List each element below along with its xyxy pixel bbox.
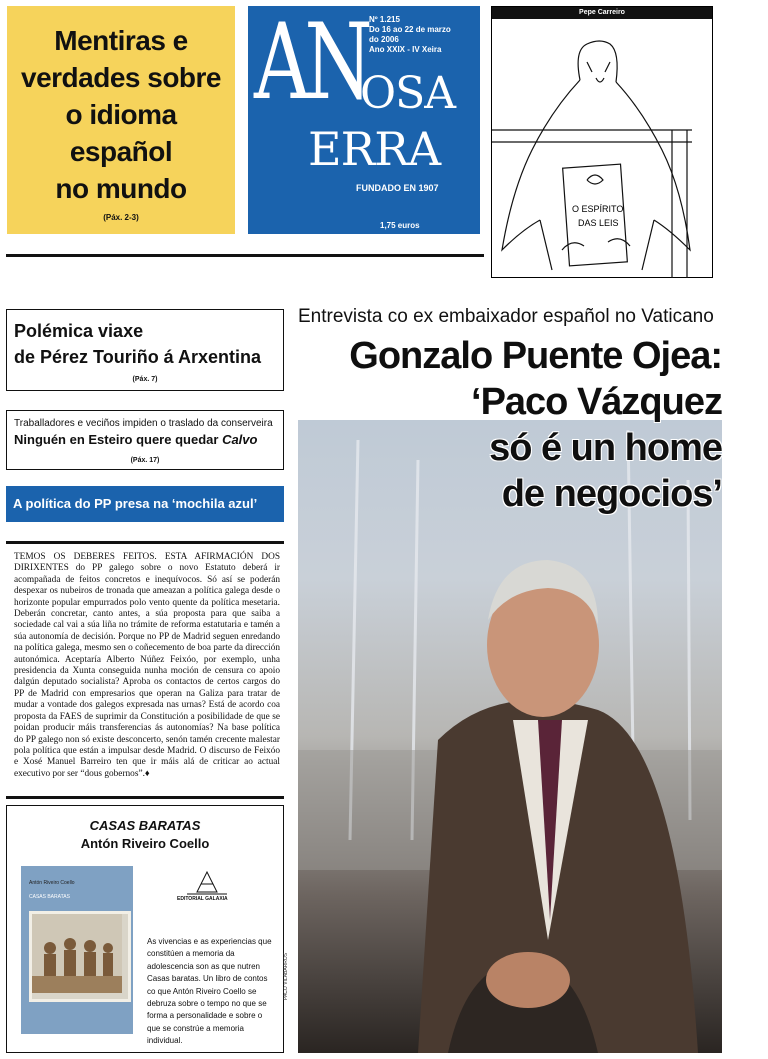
editorial-lead: TEMOS OS DEBERES FEITOS. ESTA AFIRMACIÓN DOS DIRIXENTES: [14, 552, 280, 574]
top-feature-line: o idioma: [65, 99, 177, 130]
publisher-label: EDITORIAL GALAXIA: [177, 896, 228, 902]
esteiro-title-text: Ninguén en Esteiro quere quedar: [14, 432, 219, 447]
cartoon-book-text-1: O ESPÍRITO: [572, 204, 624, 214]
main-headline-line: Gonzalo Puente Ojea:: [349, 335, 722, 377]
logo-terra: ERRA: [308, 122, 441, 176]
price-label: 1,75 euros: [380, 221, 420, 230]
top-feature-box[interactable]: [7, 6, 235, 234]
cartoon-panel: [491, 6, 713, 278]
editorial: [6, 541, 284, 799]
book-cover: [21, 866, 133, 1034]
editorial-body: do PP galego sobre o novo Estatuto deberá ir acompañada de feitos concretos e inequívocos. Só así se poderán despexar os nubeiros de tronada que ameazan a política galega desde o horizonte popular empurrados polo vento quente da política mesetaria. Deberán concretar, canto antes, a súa proposta para que saiba a sociedade cal vai a súa liña no trámite de reforma estatutaria e tamén a súa autonomía de decisión. Porque no PP de Madrid seguen enredando na política galega, mesmo sen o coñecemento de boa parte da dirección autonómica. Aceptaría Alberto Núñez Feixóo, por exemplo, unha presidencia da Xunta conseguida nunha moción de censura co apoio dalgún deputado socialista? Aproba os contactos de certos cargos do PP de Madrid con empresarios que operan na Galiza para tratar de mudar a vontade dos galegos expresada nas urnas? Está de acordo coa proposta da FAES de suprimir da Constitución a posibilidade de que se poidan producir máis transferencias ás autonomías? Na base política do PP galego non só existe desconcerto, senón tamén crecente malestar pola política que están a impulsar desde Madrid. O discurso de Feixóo e Xosé Manuel Barreiro ten que ir máis alá de criticar ao actual executivo por ser “dous gobernos”.♦: [14, 563, 281, 779]
publisher-logo: [177, 868, 255, 908]
galaxia-logo-icon: [177, 868, 237, 896]
book-title: CASAS BARATAS: [89, 818, 201, 833]
viaxe-teaser[interactable]: [6, 309, 284, 391]
esteiro-title: [14, 432, 257, 447]
issue-year: do 2006: [369, 35, 399, 44]
masthead[interactable]: [248, 6, 480, 234]
logo-an: AN: [254, 6, 367, 124]
editorial-text: [14, 552, 280, 780]
esteiro-kicker: Traballadores e veciños impiden o traslado da conserveira: [14, 418, 273, 429]
top-feature-line: español: [69, 136, 173, 167]
esteiro-teaser[interactable]: [6, 410, 284, 470]
masthead-rule: [6, 254, 484, 257]
viaxe-page-ref: (Páx. 7): [132, 376, 158, 383]
top-feature-line: Mentiras e: [54, 25, 188, 56]
cartoon-book-text-2: DAS LEIS: [578, 218, 619, 228]
viaxe-title-line: de Pérez Touriño á Arxentina: [14, 347, 262, 367]
issue-volume: Ano XXIX - IV Xeira: [369, 45, 442, 54]
top-feature-line: no mundo: [55, 173, 187, 204]
founded-label: FUNDADO EN 1907: [356, 183, 439, 193]
main-headline[interactable]: [298, 333, 722, 517]
main-headline-line: só é un home: [489, 427, 722, 469]
cover-author: Antón Riveiro Coello: [29, 880, 75, 886]
cover-figures-icon: [32, 914, 122, 993]
cartoon-author: Pepe Carreiro: [492, 7, 712, 19]
viaxe-title-line: Polémica viaxe: [14, 321, 144, 341]
logo-nosa: OSA: [360, 68, 455, 119]
mochila-azul-banner[interactable]: A política do PP presa na ‘mochila azul’: [6, 486, 284, 522]
issue-info: [369, 15, 451, 55]
issue-dates: Do 16 ao 22 de marzo: [369, 25, 451, 34]
photo-credit: PACO VILABARROS: [283, 952, 289, 1000]
book-advert[interactable]: [6, 805, 284, 1053]
main-headline-line: ‘Paco Vázquez: [471, 381, 722, 423]
cover-illustration: [29, 911, 131, 1002]
main-headline-line: de negocios’: [501, 473, 722, 515]
esteiro-title-italic: Calvo: [222, 432, 258, 447]
cover-title: CASAS BARATAS: [29, 894, 70, 900]
top-feature-page-ref: (Páx. 2-3): [103, 213, 139, 222]
main-story-kicker: Entrevista co ex embaixador español no Vaticano: [298, 306, 714, 327]
viaxe-title: [14, 318, 261, 370]
cartoon-drawing: [492, 20, 712, 278]
esteiro-page-ref: (Páx. 17): [130, 457, 160, 464]
top-feature-headline: [7, 22, 235, 207]
issue-number: Nº 1.215: [369, 15, 400, 24]
book-author: Antón Riveiro Coello: [80, 836, 210, 851]
book-description: As vivencias e as experiencias que constitúen a memoria da adolescencia son as que nutren Casas baratas. Un libro de contos co que Antón Riveiro Coello se debruza sobre o tempo no que se forma a personalidade e sobre o que se constrúe a memoria individual.: [147, 937, 272, 1046]
top-feature-line: verdades sobre: [21, 62, 221, 93]
